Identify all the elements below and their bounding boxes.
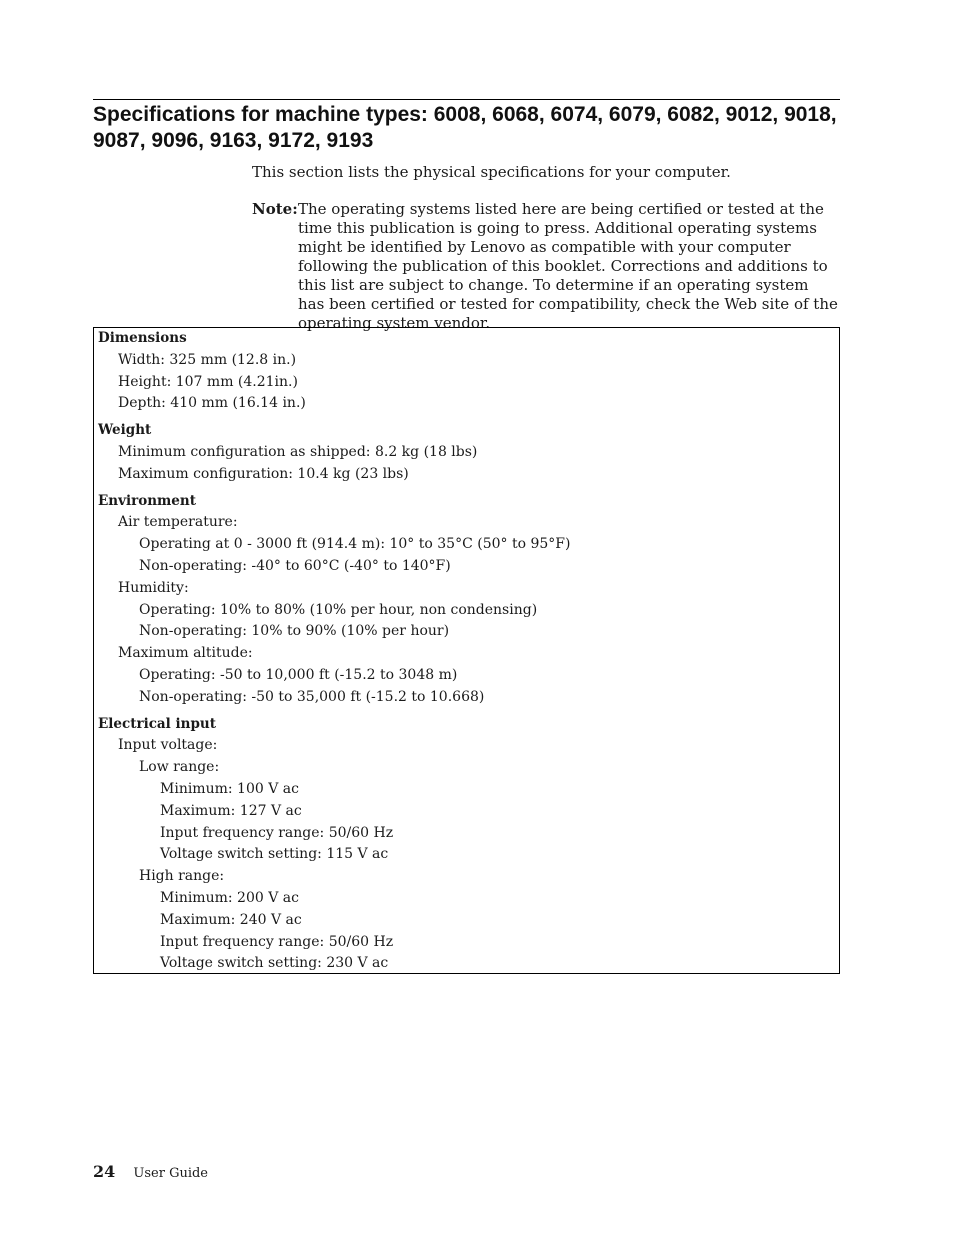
section-weight: Weight xyxy=(98,422,152,439)
page-number: 24 xyxy=(93,1162,116,1181)
spec-high-range: High range: xyxy=(139,868,225,885)
spec-altitude-non-operating: Non-operating: -50 to 35,000 ft (-15.2 to 10.668) xyxy=(139,688,485,705)
section-dimensions: Dimensions xyxy=(98,330,187,346)
spec-air-operating: Operating at 0 - 3000 ft (914.4 m): 10° to 35°C (50° to 95°F) xyxy=(139,536,571,553)
spec-air-temperature: Air temperature: xyxy=(118,514,238,531)
spec-depth: Depth: 410 mm (16.14 in.) xyxy=(118,395,306,412)
note-text: The operating systems listed here are being certified or tested at the time this publication is going to press. Additional operating systems might be identified by Lenovo as compatible with your computer following the publication of this booklet. Corrections and additions to this list are subject to change. To determine if an operating system has been certified or tested for compatibility, check the Web site of the operating system vendor. xyxy=(298,200,838,332)
specifications-list xyxy=(98,328,570,975)
spec-low-minimum: Minimum: 100 V ac xyxy=(160,780,299,797)
spec-humidity-non-operating: Non-operating: 10% to 90% (10% per hour) xyxy=(139,623,450,640)
spec-height: Height: 107 mm (4.21in.) xyxy=(118,373,298,390)
spec-max-altitude: Maximum altitude: xyxy=(118,645,253,662)
section-environment: Environment xyxy=(98,492,196,509)
intro-paragraph: This section lists the physical specifications for your computer. xyxy=(252,163,731,181)
note-label: Note: xyxy=(252,200,298,218)
spec-width: Width: 325 mm (12.8 in.) xyxy=(118,351,297,368)
spec-high-frequency: Input frequency range: 50/60 Hz xyxy=(160,933,394,950)
spec-weight-max: Maximum configuration: 10.4 kg (23 lbs) xyxy=(118,465,409,482)
heading-rule xyxy=(93,99,840,100)
page-footer xyxy=(93,1162,208,1184)
section-electrical-input: Electrical input xyxy=(98,715,216,732)
spec-high-maximum: Maximum: 240 V ac xyxy=(160,911,302,928)
specifications-table xyxy=(93,327,840,974)
running-title: User Guide xyxy=(133,1166,209,1181)
spec-low-switch-setting: Voltage switch setting: 115 V ac xyxy=(160,846,389,863)
spec-humidity: Humidity: xyxy=(118,579,189,596)
spec-humidity-operating: Operating: 10% to 80% (10% per hour, non condensing) xyxy=(139,601,538,618)
spec-low-frequency: Input frequency range: 50/60 Hz xyxy=(160,824,394,841)
spec-low-range: Low range: xyxy=(139,759,220,776)
spec-high-minimum: Minimum: 200 V ac xyxy=(160,889,299,906)
page-title: Specifications for machine types: 6008, 6068, 6074, 6079, 6082, 9012, 9018, 9087, 9096, 9163, 9172, 9193 xyxy=(93,103,837,152)
spec-altitude-operating: Operating: -50 to 10,000 ft (-15.2 to 3048 m) xyxy=(139,666,458,683)
spec-high-switch-setting: Voltage switch setting: 230 V ac xyxy=(160,955,389,972)
spec-low-maximum: Maximum: 127 V ac xyxy=(160,802,302,819)
spec-input-voltage: Input voltage: xyxy=(118,737,218,754)
spec-air-non-operating: Non-operating: -40° to 60°C (-40° to 140°F) xyxy=(139,557,451,574)
spec-weight-min: Minimum configuration as shipped: 8.2 kg (18 lbs) xyxy=(118,443,478,460)
